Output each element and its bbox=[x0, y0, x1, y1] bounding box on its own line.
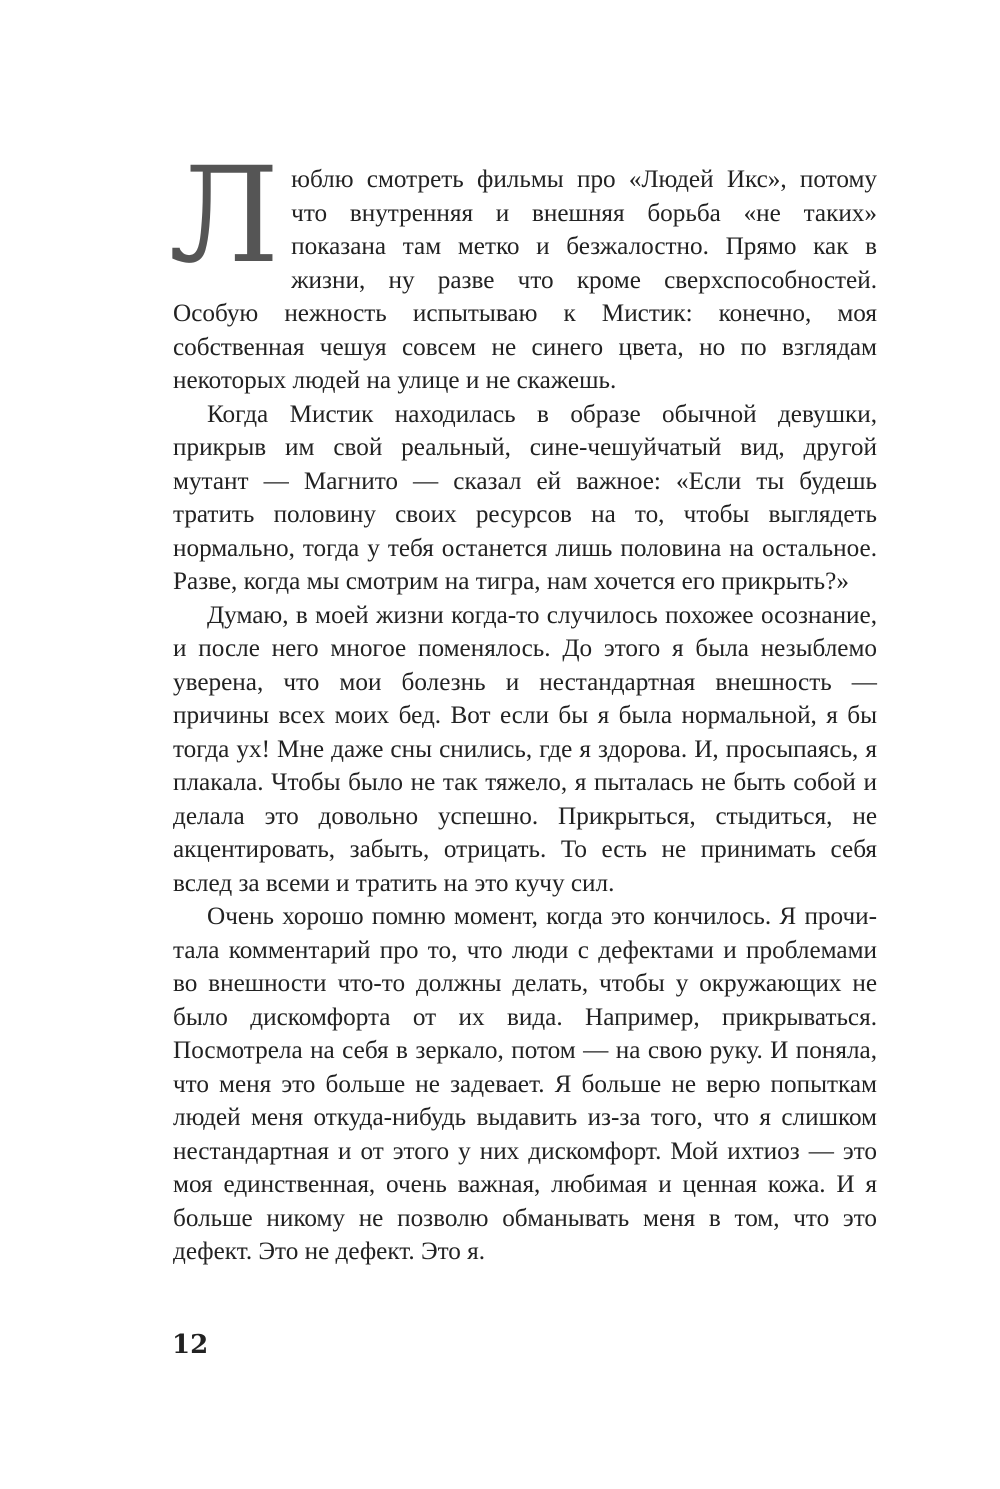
paragraph-3: Думаю, в моей жизни когда-то случилось похожее осознание, и после него многое поменялось. До этого я была незыблемо уверена, что мои болезнь и нестандартная внешность — причины всех моих бед. Вот если бы я была нормальной, я бы тогда ух! Мне даже сны снились, где я здорова. И, просыпаясь, я плакала. Чтобы было не так тяжело, я пыталась не быть собой и делала это довольно успешно. Прикрыться, стыдиться, не акцентировать, забыть, отрицать. То есть не принимать себя вслед за всеми и тратить на это кучу сил. bbox=[173, 601, 877, 897]
page-number: 12 bbox=[172, 1330, 209, 1360]
paragraph-1 bbox=[169, 139, 877, 398]
body-text bbox=[169, 139, 877, 1269]
paragraph-1-text: юблю смотреть фильмы про «Людей Икс», потому что внутренняя и внешняя борьба «не таких» показана там метко и безжалостно. Прямо как в жизни, ну разве что кроме сверхспособностей. Особую нежность испытываю к Мистик: конечно, моя собственная чешуя совсем не синего цвета, но по взглядам некоторых людей на улице и не скажешь. bbox=[173, 166, 877, 394]
paragraph-2: Когда Мистик находилась в образе обычной девушки, прикрыв им свой реальный, сине-чешуйчатый вид, другой мутант — Магнито — сказал ей важное: «Если ты будешь тратить половину своих ресурсов на то, чтобы выглядеть нормально, тогда у тебя останется лишь половина на остальное. Разве, когда мы смотрим на тигра, нам хочется его прикрыть?» bbox=[173, 400, 877, 595]
drop-cap: Л bbox=[169, 139, 280, 293]
paragraph-4: Очень хорошо помню момент, когда это кончилось. Я прочитала комментарий про то, что люди с дефектами и проблемами во внешности что-то должны делать, чтобы у окружающих не было дискомфорта от их вида. Например, прикрываться. Посмотрела на себя в зеркало, потом — на свою руку. И поняла, что меня это больше не задевает. Я больше не верю попыткам людей меня откуда-нибудь выдавить из-за того, что я слишком нестандартная и от этого у них дискомфорт. Мой ихтиоз — это моя единственная, очень важная, любимая и ценная кожа. И я больше никому не позволю обманывать меня в том, что это дефект. Это не дефект. Это я. bbox=[173, 903, 877, 1265]
